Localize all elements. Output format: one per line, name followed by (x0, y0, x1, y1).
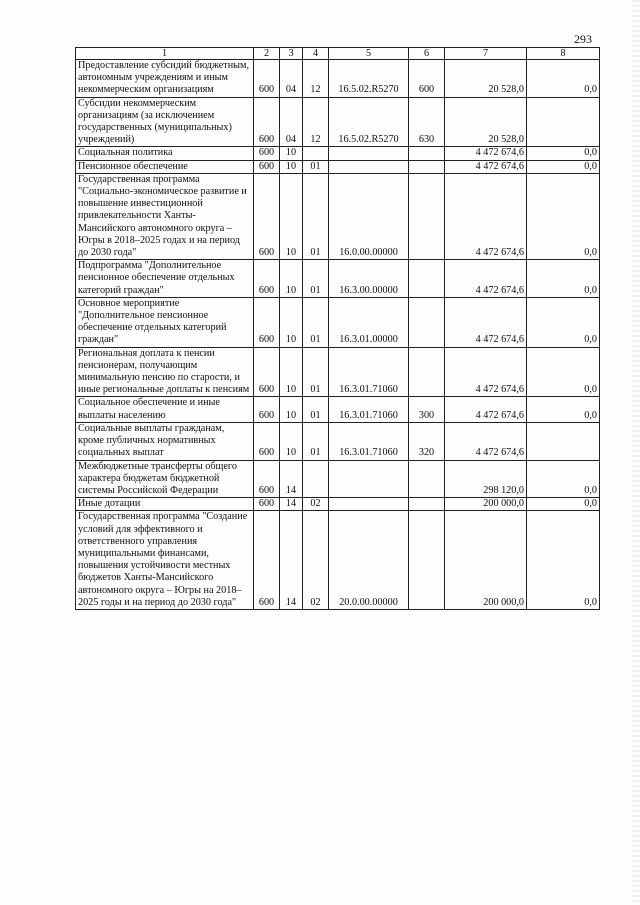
amount-cell: 4 472 674,6 (445, 173, 527, 259)
amount-2-cell: 0,0 (527, 347, 600, 397)
expense-type-cell (409, 498, 445, 511)
row-name-cell: Государственная программа "Социально-экономическое развитие и повышение инвестиционной привлекательности Ханты-Мансийского автономного округа – Югры в 2018–2025 годах и на период до 2030 года" (76, 173, 254, 259)
row-name-cell: Иные дотации (76, 498, 254, 511)
amount-cell: 200 000,0 (445, 498, 527, 511)
amount-cell: 4 472 674,6 (445, 260, 527, 298)
table-row (76, 498, 600, 511)
row-name-cell: Социальная политика (76, 147, 254, 160)
target-article-cell: 16.3.01.71060 (329, 397, 409, 422)
admin-code-cell: 600 (254, 460, 280, 498)
target-article-cell: 16.3.01.71060 (329, 422, 409, 460)
expense-type-cell (409, 147, 445, 160)
section-cell: 10 (280, 173, 303, 259)
admin-code-cell: 600 (254, 97, 280, 147)
expense-type-cell (409, 460, 445, 498)
admin-code-cell: 600 (254, 511, 280, 610)
target-article-cell: 16.3.01.00000 (329, 297, 409, 347)
header-cell: 6 (409, 48, 445, 60)
scan-edge-artifact (632, 0, 640, 905)
row-name-cell: Государственная программа "Создание условий для эффективного и ответственного управления муниципальными финансами, повышения устойчивости местных бюджетов Ханты-Мансийского автономного округа – Югры на 2018–2025 годы и на период до 2030 года" (76, 511, 254, 610)
section-cell: 14 (280, 460, 303, 498)
subsection-cell (303, 460, 329, 498)
budget-table (75, 47, 600, 610)
subsection-cell: 01 (303, 160, 329, 173)
section-cell: 04 (280, 97, 303, 147)
amount-cell: 4 472 674,6 (445, 347, 527, 397)
amount-2-cell: 0,0 (527, 498, 600, 511)
header-cell: 1 (76, 48, 254, 60)
subsection-cell: 01 (303, 260, 329, 298)
admin-code-cell: 600 (254, 498, 280, 511)
subsection-cell: 01 (303, 397, 329, 422)
table-row (76, 173, 600, 259)
amount-2-cell: 0,0 (527, 397, 600, 422)
table-row (76, 347, 600, 397)
subsection-cell (303, 147, 329, 160)
section-cell: 14 (280, 498, 303, 511)
row-name-cell: Предоставление субсидий бюджетным, автономным учреждениям и иным некоммерческим организациям (76, 60, 254, 98)
target-article-cell (329, 498, 409, 511)
amount-2-cell: 0,0 (527, 297, 600, 347)
amount-cell: 20 528,0 (445, 60, 527, 98)
header-cell: 7 (445, 48, 527, 60)
amount-2-cell: 0,0 (527, 511, 600, 610)
admin-code-cell: 600 (254, 422, 280, 460)
admin-code-cell: 600 (254, 147, 280, 160)
amount-cell: 4 472 674,6 (445, 422, 527, 460)
amount-cell: 4 472 674,6 (445, 160, 527, 173)
section-cell: 10 (280, 297, 303, 347)
table-row (76, 397, 600, 422)
header-cell: 2 (254, 48, 280, 60)
amount-cell: 4 472 674,6 (445, 147, 527, 160)
target-article-cell: 16.3.00.00000 (329, 260, 409, 298)
admin-code-cell: 600 (254, 397, 280, 422)
table-row (76, 297, 600, 347)
amount-2-cell: 0,0 (527, 173, 600, 259)
section-cell: 04 (280, 60, 303, 98)
amount-cell: 200 000,0 (445, 511, 527, 610)
expense-type-cell (409, 173, 445, 259)
target-article-cell: 16.5.02.R5270 (329, 97, 409, 147)
target-article-cell: 16.5.02.R5270 (329, 60, 409, 98)
expense-type-cell: 320 (409, 422, 445, 460)
admin-code-cell: 600 (254, 160, 280, 173)
row-name-cell: Субсидии некоммерческим организациям (за исключением государственных (муниципальных) учреждений) (76, 97, 254, 147)
target-article-cell: 20.0.00.00000 (329, 511, 409, 610)
subsection-cell: 02 (303, 498, 329, 511)
expense-type-cell (409, 260, 445, 298)
amount-2-cell: 0,0 (527, 60, 600, 98)
subsection-cell: 12 (303, 97, 329, 147)
subsection-cell: 01 (303, 422, 329, 460)
target-article-cell: 16.3.01.71060 (329, 347, 409, 397)
admin-code-cell: 600 (254, 60, 280, 98)
table-row (76, 422, 600, 460)
row-name-cell: Социальные выплаты гражданам, кроме публичных нормативных социальных выплат (76, 422, 254, 460)
section-cell: 10 (280, 347, 303, 397)
amount-cell: 4 472 674,6 (445, 297, 527, 347)
admin-code-cell: 600 (254, 260, 280, 298)
header-cell: 3 (280, 48, 303, 60)
header-cell: 5 (329, 48, 409, 60)
header-cell: 8 (527, 48, 600, 60)
amount-cell: 298 120,0 (445, 460, 527, 498)
page-number: 293 (574, 32, 592, 46)
expense-type-cell (409, 297, 445, 347)
table-row (76, 260, 600, 298)
amount-2-cell (527, 97, 600, 147)
target-article-cell: 16.0.00.00000 (329, 173, 409, 259)
amount-2-cell: 0,0 (527, 147, 600, 160)
section-cell: 10 (280, 397, 303, 422)
row-name-cell: Региональная доплата к пенсии пенсионерам, получающим минимальную пенсию по старости, и иные региональные доплаты к пенсиям (76, 347, 254, 397)
amount-2-cell: 0,0 (527, 160, 600, 173)
target-article-cell (329, 147, 409, 160)
table-row (76, 511, 600, 610)
table-row (76, 460, 600, 498)
table-row (76, 160, 600, 173)
row-name-cell: Межбюджетные трансферты общего характера бюджетам бюджетной системы Российской Федерации (76, 460, 254, 498)
expense-type-cell: 300 (409, 397, 445, 422)
subsection-cell: 01 (303, 297, 329, 347)
header-cell: 4 (303, 48, 329, 60)
amount-2-cell (527, 422, 600, 460)
row-name-cell: Пенсионное обеспечение (76, 160, 254, 173)
expense-type-cell: 600 (409, 60, 445, 98)
amount-cell: 20 528,0 (445, 97, 527, 147)
section-cell: 10 (280, 260, 303, 298)
amount-2-cell: 0,0 (527, 460, 600, 498)
amount-2-cell: 0,0 (527, 260, 600, 298)
target-article-cell (329, 460, 409, 498)
subsection-cell: 02 (303, 511, 329, 610)
expense-type-cell (409, 511, 445, 610)
row-name-cell: Социальное обеспечение и иные выплаты населению (76, 397, 254, 422)
admin-code-cell: 600 (254, 173, 280, 259)
admin-code-cell: 600 (254, 347, 280, 397)
table-row (76, 97, 600, 147)
table-row (76, 60, 600, 98)
expense-type-cell (409, 347, 445, 397)
amount-cell: 4 472 674,6 (445, 397, 527, 422)
section-cell: 10 (280, 160, 303, 173)
section-cell: 14 (280, 511, 303, 610)
subsection-cell: 01 (303, 347, 329, 397)
row-name-cell: Основное мероприятие "Дополнительное пенсионное обеспечение отдельных категорий граждан" (76, 297, 254, 347)
expense-type-cell: 630 (409, 97, 445, 147)
section-cell: 10 (280, 422, 303, 460)
table-header-row (76, 48, 600, 60)
section-cell: 10 (280, 147, 303, 160)
subsection-cell: 01 (303, 173, 329, 259)
table-row (76, 147, 600, 160)
target-article-cell (329, 160, 409, 173)
subsection-cell: 12 (303, 60, 329, 98)
row-name-cell: Подпрограмма "Дополнительное пенсионное обеспечение отдельных категорий граждан" (76, 260, 254, 298)
admin-code-cell: 600 (254, 297, 280, 347)
expense-type-cell (409, 160, 445, 173)
